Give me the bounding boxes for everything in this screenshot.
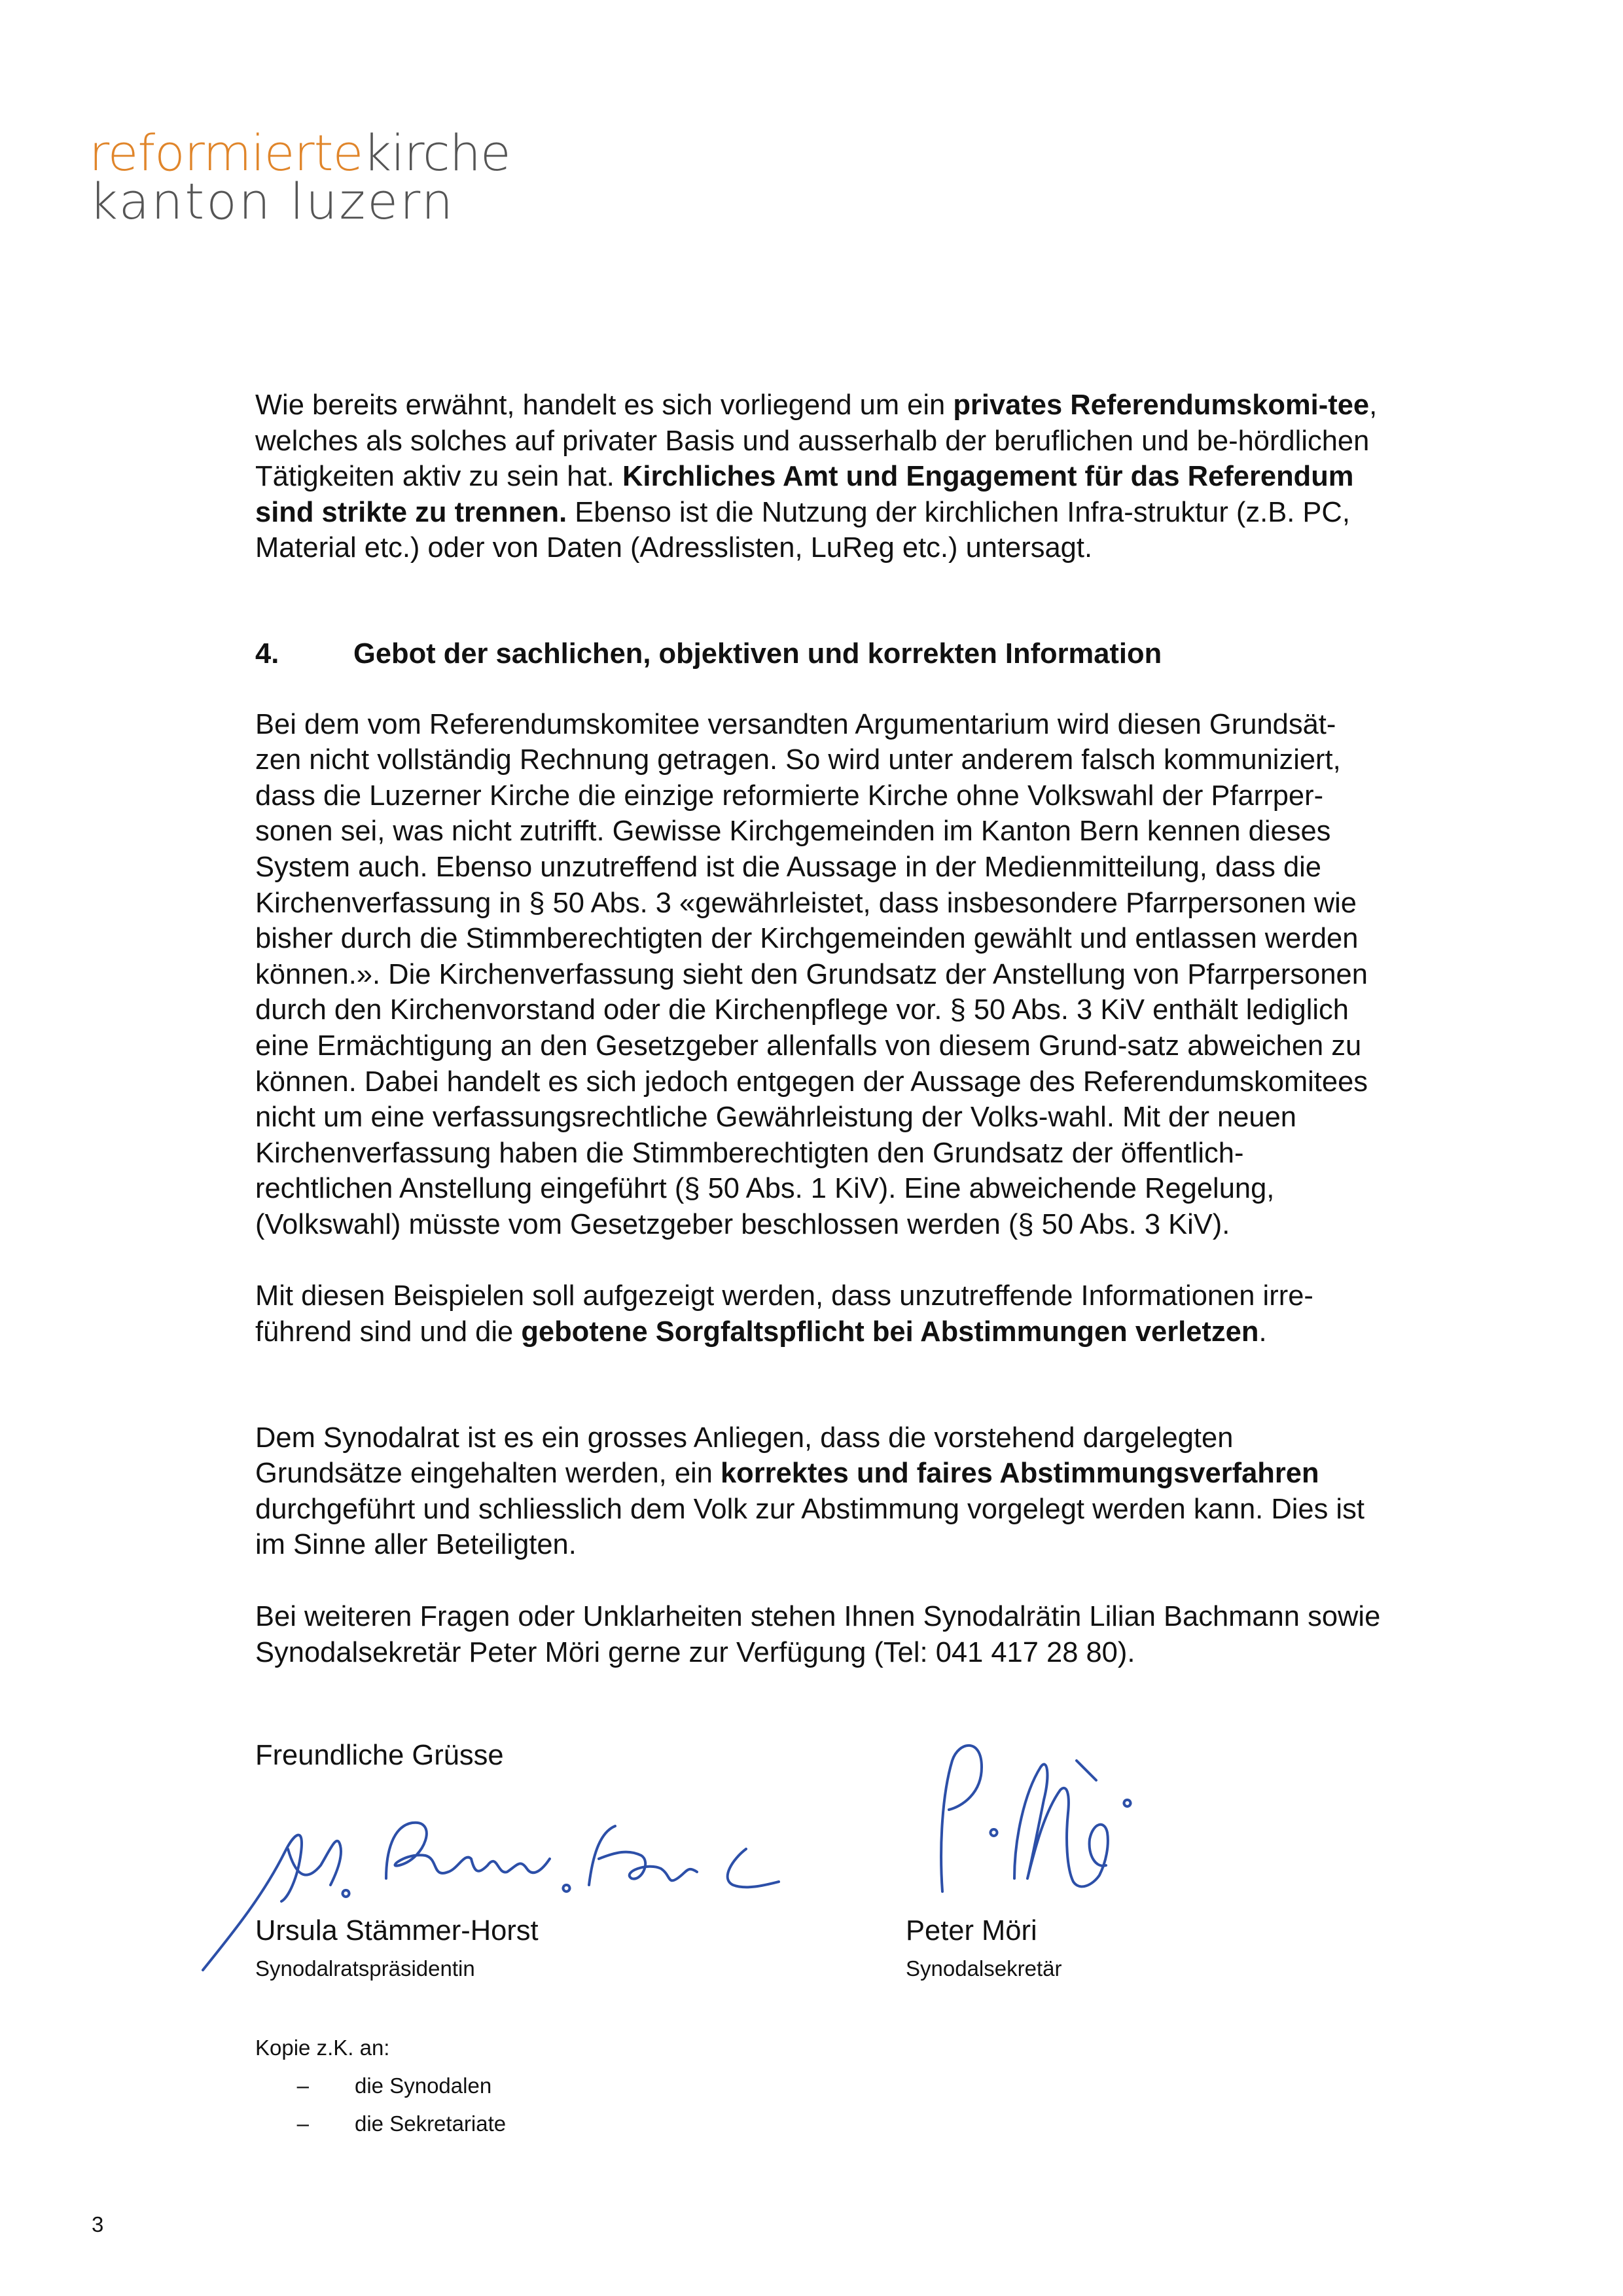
copy-list <box>255 2067 506 2143</box>
copy-item-1: die Synodalen <box>355 2073 492 2098</box>
section-number: 4. <box>255 637 279 670</box>
letter-body <box>255 387 1381 1670</box>
signatory-1 <box>255 1915 539 1981</box>
paragraph-1-bold-b: Kirchliches Amt und Engagement für das Referendum sind strikte zu trennen. <box>255 461 1354 528</box>
signatory-1-name: Ursula Stämmer-Horst <box>255 1915 539 1946</box>
list-item <box>255 2067 506 2105</box>
paragraph-2: Bei dem vom Referendumskomitee versandten Argumentarium wird diesen Grundsät-zen nicht vollständig Rechnung getragen. So wird unter anderem falsch kommuniziert, dass die Luzerner Kirche die einzige reformierte Kirche ohne Volkswahl der Pfarrper-sonen sei, was nicht zutrifft. Gewisse Kirchgemeinden im Kanton Bern kennen dieses System auch. Ebenso unzutreffend ist die Aussage in der Medienmitteilung, dass die Kirchenverfassung in § 50 Abs. 3 «gewährleistet, dass insbesondere Pfarrpersonen wie bisher durch die Stimmberechtigten der Kirchgemeinden gewählt und entlassen werden können.». Die Kirchenverfassung sieht den Grundsatz der Anstellung von Pfarrpersonen durch den Kirchenvorstand oder die Kirchenpflege vor. § 50 Abs. 3 KiV enthält lediglich eine Ermächtigung an den Gesetzgeber allenfalls von diesem Grund-satz abweichen zu können. Dabei handelt es sich jedoch entgegen der Aussage des Referendumskomitees nicht um eine verfassungsrechtliche Gewährleistung der Volks-wahl. Mit der neuen Kirchenverfassung haben die Stimmberechtigten den Grundsatz der öffentlich-rechtlichen Anstellung eingeführt (§ 50 Abs. 1 KiV). Eine abweichende Regelung, (Volkswahl) müsste vom Gesetzgeber beschlossen werden (§ 50 Abs. 3 KiV). <box>255 708 1368 1240</box>
logo-kirche: kirche <box>363 124 510 182</box>
closing-greeting: Freundliche Grüsse <box>255 1740 504 1771</box>
paragraph-4-bold: korrektes und faires Abstimmungsverfahren <box>720 1458 1319 1490</box>
logo-reformierte: reformierte <box>89 124 363 182</box>
list-item <box>255 2105 506 2143</box>
paragraph-5: Bei weiteren Fragen oder Unklarheiten stehen Ihnen Synodalrätin Lilian Bachmann sowie Synodalsekretär Peter Möri gerne zur Verfügung (Tel: 041 417 28 80). <box>255 1601 1381 1668</box>
section-heading <box>255 636 1381 672</box>
copy-recipients <box>255 2029 506 2143</box>
signatory-2-name: Peter Möri <box>906 1915 1037 1946</box>
dash-bullet: – <box>296 2073 309 2098</box>
signatory-2 <box>906 1915 1061 1981</box>
paragraph-3-text-b: . <box>1258 1316 1267 1348</box>
paragraph-4-text-b: durchgeführt und schliesslich dem Volk zur Abstimmung vorgelegt werden kann. Dies ist im Sinne aller Beteiligten. <box>255 1493 1364 1561</box>
page-number: 3 <box>92 2212 104 2236</box>
logo-line-2: kanton luzern <box>89 172 455 230</box>
logo <box>89 124 510 230</box>
signature-moeri <box>916 1728 1152 1911</box>
copy-item-2: die Sekretariate <box>355 2111 507 2136</box>
paragraph-3-bold: gebotene Sorgfaltspflicht bei Abstimmungen verletzen <box>521 1316 1259 1348</box>
paragraph-1-text-c: Ebenso ist die Nutzung der kirchlichen Infra-struktur (z.B. PC, Material etc.) oder von Daten (Adresslisten, LuReg etc.) untersagt. <box>255 496 1350 564</box>
paragraph-4-text-a: Dem Synodalrat ist es ein grosses Anliegen, dass die vorstehend dargelegten Grundsätze eingehalten werden, ein <box>255 1422 1234 1490</box>
paragraph-1-text-b: , welches als solches auf privater Basis und ausserhalb der beruflichen und be-hördlichen Tätigkeiten aktiv zu sein hat. <box>255 389 1378 493</box>
paragraph-4 <box>255 1420 1381 1563</box>
signatory-1-role: Synodalratspräsidentin <box>255 1956 475 1981</box>
copy-label: Kopie z.K. an: <box>255 2036 390 2060</box>
signatory-2-role: Synodalsekretär <box>906 1956 1062 1981</box>
section-title: Gebot der sachlichen, objektiven und korrekten Information <box>353 637 1162 670</box>
logo-line-1 <box>89 124 510 182</box>
paragraph-1 <box>255 387 1381 566</box>
paragraph-3-text-a: Mit diesen Beispielen soll aufgezeigt werden, dass unzutreffende Informationen irre-führend sind und die <box>255 1280 1313 1348</box>
paragraph-1-text-a: Wie bereits erwähnt, handelt es sich vorliegend um ein <box>255 389 954 421</box>
paragraph-3 <box>255 1278 1381 1350</box>
paragraph-1-bold-a: privates Referendumskomi-tee <box>953 389 1370 421</box>
dash-bullet: – <box>296 2111 309 2136</box>
